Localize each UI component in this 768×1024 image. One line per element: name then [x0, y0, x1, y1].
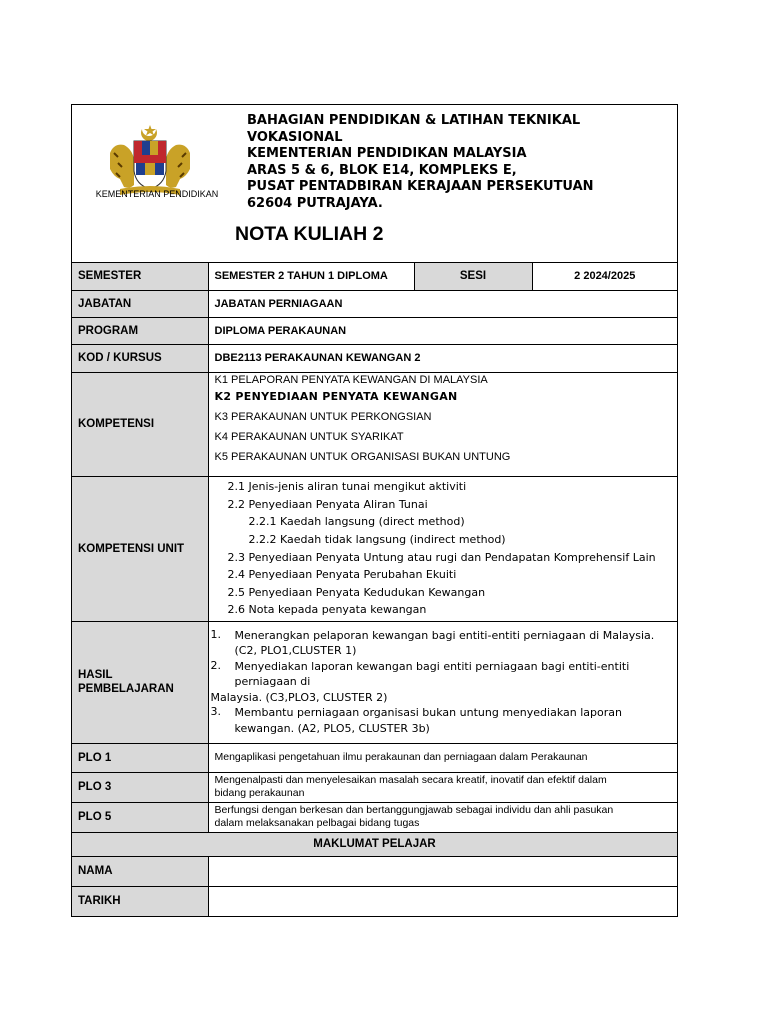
plo1-row [72, 743, 677, 772]
kompetensi-unit-item: 2.3 Penyediaan Penyata Untung atau rugi dan Pendapatan Komprehensif Lain [227, 550, 656, 564]
kompetensi-label: KOMPETENSI [72, 372, 208, 476]
address-line: 62604 PUTRAJAYA. [247, 195, 383, 211]
kompetensi-row [72, 372, 677, 476]
sesi-value: 2 2024/2025 [532, 263, 677, 290]
kompetensi-unit-item: 2.6 Nota kepada penyata kewangan [227, 603, 427, 617]
hasil-item [211, 705, 672, 736]
plo1-value: Mengaplikasi pengetahuan ilmu perakaunan dan perniagaan dalam Perakaunan [208, 743, 677, 772]
kompetensi-unit-item: 2.5 Penyediaan Penyata Kedudukan Kewangan [227, 585, 486, 599]
crest-label: KEMENTERIAN PENDIDIKAN [95, 189, 219, 199]
kompetensi-item: K4 PERAKAUNAN UNTUK SYARIKAT [214, 430, 404, 443]
hasil-pembelajaran-list [208, 621, 677, 743]
kompetensi-unit-label: KOMPETENSI UNIT [72, 476, 208, 621]
hasil-item-line: Malaysia. (C3,PLO3, CLUSTER 2) [210, 690, 388, 704]
hasil-label-line: PEMBELAJARAN [78, 683, 174, 695]
kod-kursus-label: KOD / KURSUS [72, 344, 208, 372]
nama-field[interactable] [208, 856, 677, 886]
semester-label: SEMESTER [72, 263, 208, 290]
kompetensi-item-current: K2 PENYEDIAAN PENYATA KEWANGAN [214, 389, 458, 403]
lecture-note-document [71, 104, 678, 917]
plo3-label: PLO 3 [72, 772, 208, 802]
hasil-pembelajaran-row [72, 621, 677, 743]
kod-kursus-value: DBE2113 PERAKAUNAN KEWANGAN 2 [208, 344, 677, 372]
document-title: NOTA KULIAH 2 [235, 223, 384, 245]
program-row [72, 317, 677, 344]
maklumat-pelajar-row [72, 832, 677, 856]
plo3-value [208, 772, 677, 802]
program-label: PROGRAM [72, 317, 208, 344]
kompetensi-unit-item: 2.2 Penyediaan Penyata Aliran Tunai [227, 497, 428, 511]
semester-row [72, 263, 677, 290]
kompetensi-unit-item: 2.1 Jenis-jenis aliran tunai mengikut aktiviti [227, 480, 467, 494]
kompetensi-unit-item: 2.4 Penyediaan Penyata Perubahan Ekuiti [227, 568, 457, 582]
address-line: VOKASIONAL [247, 129, 343, 145]
hasil-item-line: Menyediakan laporan kewangan bagi entiti perniagaan bagi entiti-entiti [234, 659, 630, 673]
kompetensi-unit-row [72, 476, 677, 621]
nama-row [72, 856, 677, 886]
hasil-item-line: Menerangkan pelaporan kewangan bagi entiti-entiti perniagaan di Malaysia. [234, 628, 655, 642]
hasil-pembelajaran-label [72, 621, 208, 743]
plo1-label: PLO 1 [72, 743, 208, 772]
kompetensi-item: K3 PERAKAUNAN UNTUK PERKONGSIAN [214, 410, 432, 423]
semester-value: SEMESTER 2 TAHUN 1 DIPLOMA [208, 263, 414, 290]
document-header [72, 105, 677, 263]
plo5-line: Berfungsi dengan berkesan dan bertanggungjawab sebagai individu dan ahli pasukan [214, 804, 614, 816]
hasil-item-line: (C2, PLO1,CLUSTER 1) [234, 644, 357, 658]
plo5-row [72, 802, 677, 832]
plo3-row [72, 772, 677, 802]
hasil-item-line: Membantu perniagaan organisasi bukan untung menyediakan laporan [234, 706, 622, 720]
address-line: PUSAT PENTADBIRAN KERAJAAN PERSEKUTUAN [247, 179, 594, 194]
kompetensi-unit-subitem: 2.2.1 Kaedah langsung (direct method) [248, 515, 465, 529]
hasil-item-number: 2. [210, 658, 221, 672]
kompetensi-unit-list [208, 476, 677, 621]
hasil-item [211, 628, 672, 659]
address-line: ARAS 5 & 6, BLOK E14, KOMPLEKS E, [247, 162, 517, 178]
kompetensi-item: K1 PELAPORAN PENYATA KEWANGAN DI MALAYSIA [214, 373, 488, 386]
jabatan-value: JABATAN PERNIAGAAN [208, 290, 677, 317]
tarikh-label: TARIKH [72, 886, 208, 916]
maklumat-pelajar-heading: MAKLUMAT PELAJAR [72, 832, 677, 856]
hasil-item [211, 659, 672, 690]
plo3-line: Mengenalpasti dan menyelesaikan masalah secara kreatif, inovatif dan efektif dalam [214, 774, 607, 786]
hasil-item-number: 3. [210, 705, 221, 719]
kompetensi-list [208, 372, 677, 476]
hasil-item-line: perniagaan di [234, 675, 311, 689]
plo5-label: PLO 5 [72, 802, 208, 832]
course-info-table [72, 263, 677, 916]
hasil-label-line: HASIL [78, 669, 113, 681]
plo5-line: dalam melaksanakan pelbagai bidang tugas [214, 817, 420, 829]
kod-kursus-row [72, 344, 677, 372]
tarikh-row [72, 886, 677, 916]
address-line: KEMENTERIAN PENDIDIKAN MALAYSIA [247, 146, 527, 161]
kompetensi-unit-subitem: 2.2.2 Kaedah tidak langsung (indirect method) [248, 532, 506, 546]
address-line: BAHAGIAN PENDIDIKAN & LATIHAN TEKNIKAL [247, 113, 581, 128]
nama-label: NAMA [72, 856, 208, 886]
tarikh-field[interactable] [208, 886, 677, 916]
hasil-item-number: 1. [210, 627, 221, 641]
kompetensi-item: K5 PERAKAUNAN UNTUK ORGANISASI BUKAN UNTUNG [214, 450, 511, 463]
program-value: DIPLOMA PERAKAUNAN [208, 317, 677, 344]
ministry-address [247, 113, 667, 212]
plo3-line: bidang perakaunan [214, 787, 305, 799]
jabatan-row [72, 290, 677, 317]
hasil-item-line: kewangan. (A2, PLO5, CLUSTER 3b) [234, 721, 430, 735]
sesi-label: SESI [414, 263, 532, 290]
plo5-value [208, 802, 677, 832]
jabatan-label: JABATAN [72, 290, 208, 317]
